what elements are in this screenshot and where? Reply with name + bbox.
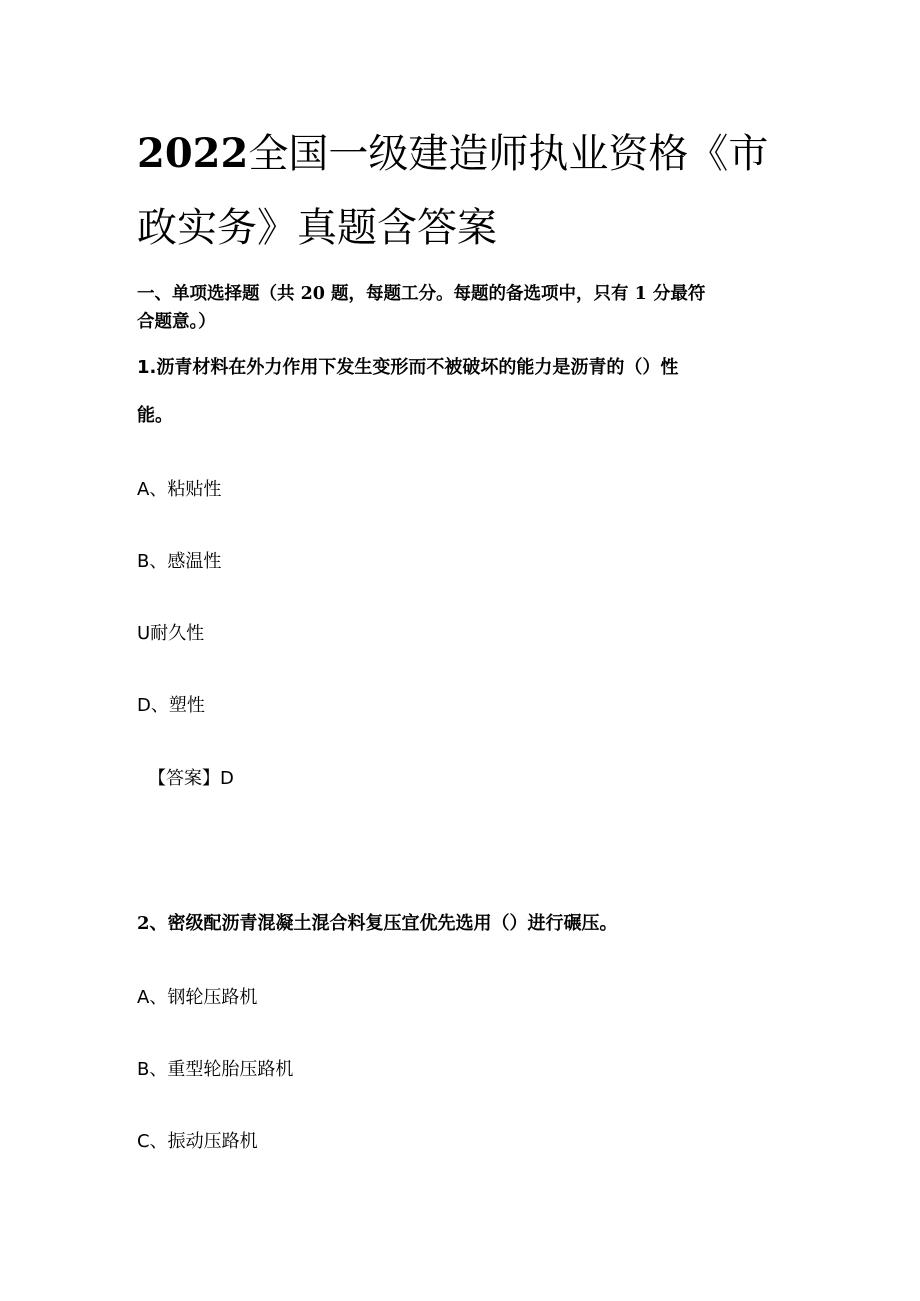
question-2-option-c: C、振动压路机 bbox=[137, 1131, 258, 1152]
section-header-line-1 bbox=[137, 281, 705, 307]
question-1-option-c: U耐久性 bbox=[137, 623, 205, 644]
section-header-text-1: 一、单项选择题（共 bbox=[137, 284, 301, 304]
question-2-option-b: B、重型轮胎压路机 bbox=[137, 1059, 294, 1080]
question-1-answer: 【答案】D bbox=[148, 768, 234, 789]
title-line-1-text: 全国一级建造师执业资格《市 bbox=[248, 131, 769, 177]
section-header-line-2: 合题意。） bbox=[137, 312, 216, 332]
question-2-stem bbox=[137, 911, 618, 937]
document-title-line-2: 政实务》真题含答案 bbox=[137, 205, 497, 251]
document-title-line-1 bbox=[137, 130, 797, 178]
question-1-stem-line-2: 能。 bbox=[137, 405, 173, 426]
question-2-stem-text: 、密级配沥青混凝土混合料复压宜优先选用（）进行碾压。 bbox=[149, 913, 618, 934]
question-2-option-a: A、钢轮压路机 bbox=[137, 987, 258, 1008]
question-1-option-d: D、塑性 bbox=[137, 695, 205, 716]
question-1-option-b: B、感温性 bbox=[137, 551, 222, 572]
title-year: 2022 bbox=[137, 130, 249, 177]
question-2-number: 2 bbox=[137, 913, 150, 934]
question-1-option-a: A、粘贴性 bbox=[137, 479, 222, 500]
section-question-count: 20 bbox=[300, 284, 325, 304]
question-1-stem-line-1: 1.沥青材料在外力作用下发生变形而不被破坏的能力是沥青的（）性 bbox=[137, 357, 679, 378]
section-question-score: 1 bbox=[634, 284, 647, 304]
section-header-text-3: 分最符 bbox=[646, 284, 706, 304]
section-header-text-2: 题，每题工分。每题的备选项中，只有 bbox=[324, 284, 635, 304]
